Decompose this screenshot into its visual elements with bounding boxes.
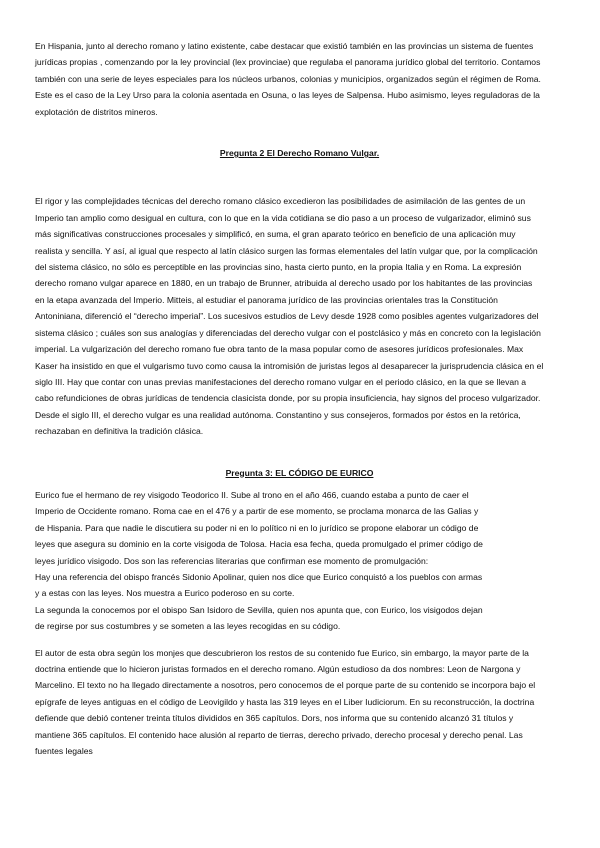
text-line: y a estas con las leyes. Nos muestra a Eurico poderoso en su corte. — [35, 588, 295, 599]
text-line: Eurico fue el hermano de rey visigodo Teodorico II. Sube al trono en el año 466, cuando estaba a punto de caer el — [35, 489, 469, 500]
text-line: de regirse por sus costumbres y se someten a las leyes recogidas en su código. — [35, 621, 341, 632]
section-3-paragraph-2: El autor de esta obra según los monjes que descubrieron los restos de su contenido fue Eurico, sin embargo, la mayor parte de la doctrina entiende que lo hicieron juristas formados en el derecho romano. Algún estudioso da dos nombres: Leon de Nargona y Marcelino. El texto no ha llegado directamente a nosotros, pero conocemos de el porque parte de su contenido se incorpora bajo el epígrafe de leyes antiguas en el código de Leovigildo y hasta las 319 leyes en el Liber Iudiciorum. En su reconstrucción, la doctrina defiende que debió contener treinta títulos divididos en 365 capítulos. Dors, nos informa que su contenido alcanzó 31 títulos y mantiene 365 capítulos. El contenido hace alusión al reparto de tierras, derecho privado, derecho procesal y derecho penal. Las fuentes legales — [35, 647, 536, 757]
section-3-heading: Pregunta 3: EL CÓDIGO DE EURICO — [225, 467, 374, 478]
intro-paragraph: En Hispania, junto al derecho romano y latino existente, cabe destacar que existió también en las provincias un sistema de fuentes jurídicas propias , comenzando por la ley provincial (lex provinciae) que regulaba el panorama jurídico global del territorio. Contamos también con una serie de leyes especiales para los núcleos urbanos, colonias y municipios, organizados según el régimen de Roma. Este es el caso de la Ley Urso para la colonia asentada en Osuna, o las leyes de Salpensa. Hubo asimismo, leyes reguladoras de la explotación de distritos mineros. — [35, 41, 541, 117]
text-line: de Hispania. Para que nadie le discutiera su poder ni en lo político ni en lo jurídico se propone elaborar un código de — [35, 522, 479, 533]
text-line: Imperio de Occidente romano. Roma cae en el 476 y a partir de ese momento, se proclama monarca de las Galias y — [35, 506, 479, 517]
section-2-heading: Pregunta 2 El Derecho Romano Vulgar. — [219, 148, 380, 159]
text-line: La segunda la conocemos por el obispo San Isidoro de Sevilla, quien nos apunta que, con Eurico, los visigodos dejan — [35, 604, 483, 615]
text-line: Hay una referencia del obispo francés Sidonio Apolinar, quien nos dice que Eurico conquistó a los pueblos con armas — [35, 571, 483, 582]
text-line: leyes jurídico visigodo. Dos son las referencias literarias que confirman ese momento de promulgación: — [35, 555, 429, 566]
section-2-paragraph: El rigor y las complejidades técnicas del derecho romano clásico excedieron las posibilidades de asimilación de las gentes de un Imperio tan amplio como desigual en cultura, con lo que en la vida cotidiana se dio paso a un proceso de vulgarizador, eliminó sus más significativas construcciones procesales y simplificó, en suma, el gran aparato teórico en beneficio de una aplicación muy realista y sencilla. Y así, al igual que respecto al latín clásico surgen las formas elementales del latín vulgar que, por la complicación del sistema clásico, no sólo es perceptible en las provincias sino, hasta cierto punto, en la propia Italia y en Roma. La expresión derecho romano vulgar aparece en 1880, en un trabajo de Brunner, atribuida al derecho usado por los habitantes de las provincias en la etapa avanzada del Imperio. Mitteis, al estudiar el panorama jurídico de las provincias orientales tras la Constitución Antoniniana, diferenció el “derecho imperial”. Los sucesivos estudios de Levy desde 1928 como posibles agentes vulgarizadores del sistema clásico ; cuáles son sus analogías y diferenciadas del derecho vulgar con el postclásico y más en concreto con la legislación imperial. La vulgarización del derecho romano fue obra tanto de la masa popular como de asesores jurídicos profesionales. Max Kaser ha insistido en que el vulgarismo tuvo como causa la intromisión de juristas legos al desaparecer la jurisprudencia clásica en el siglo III. Hay que contar con unas previas manifestaciones del derecho romano vulgar en el periodo clásico, en la que se llevan a cabo refundiciones de obras jurídicas de tendencia clasicista donde, por su propia insuficiencia, hay signos del proceso vulgarizador. Desde el siglo III, el derecho vulgar es una realidad autónoma. Constantino y sus consejeros, formados por éstos en la retórica, rechazaban en definitiva la tradición clásica. — [35, 196, 544, 437]
text-line: leyes que asegura su dominio en la corte visigoda de Tolosa. Hacia esa fecha, queda promulgado el primer código de — [35, 539, 483, 550]
section-3-paragraph-1 — [35, 487, 544, 635]
